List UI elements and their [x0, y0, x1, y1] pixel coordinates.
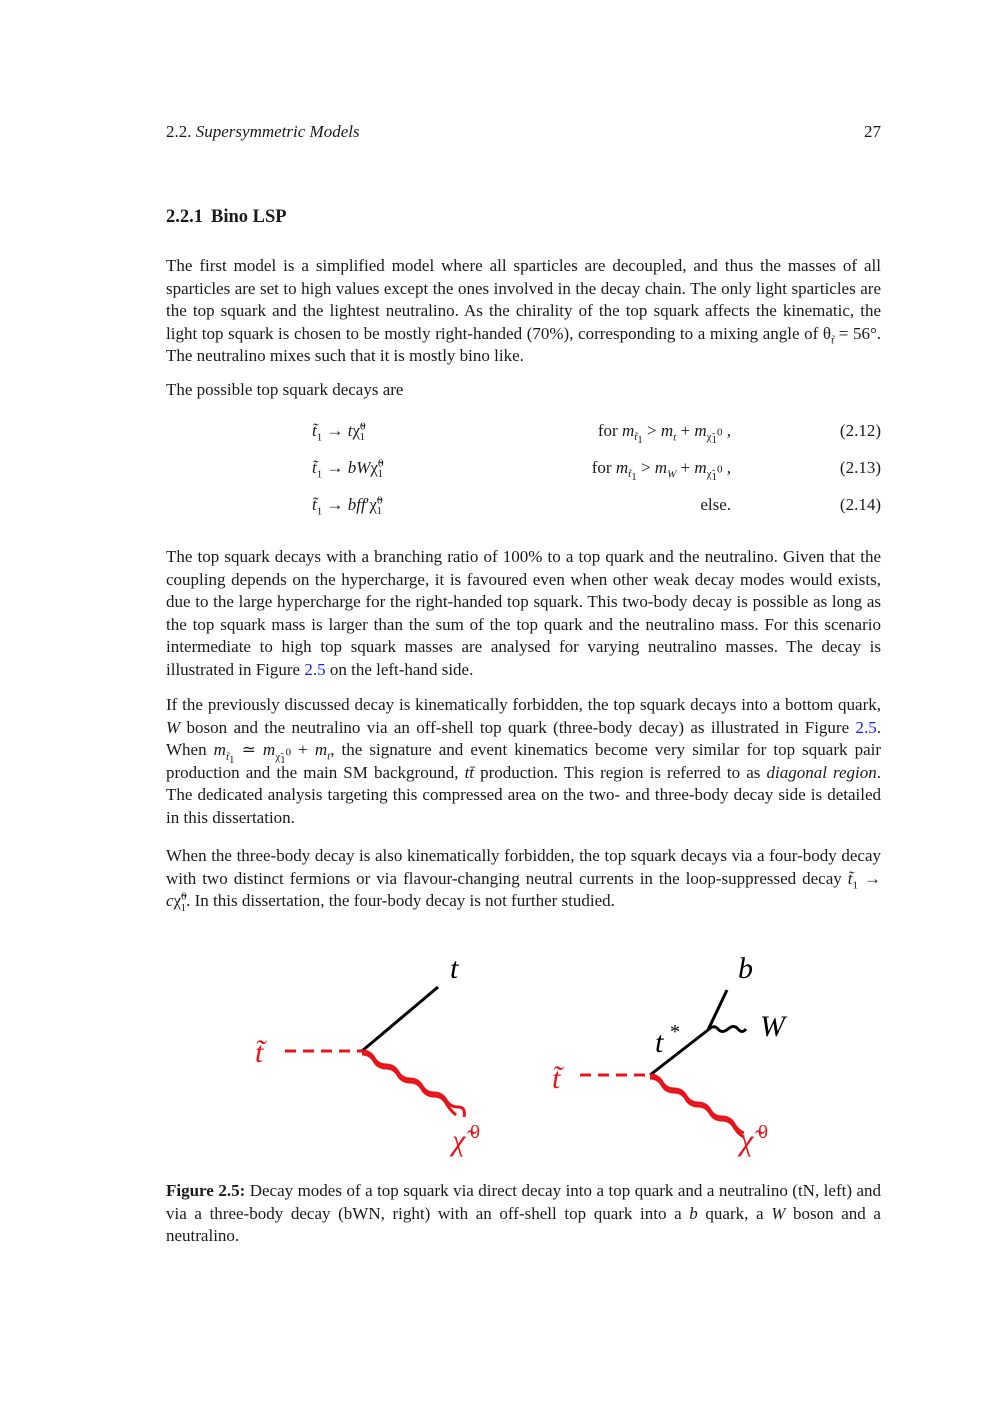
diagram-direct-decay	[255, 952, 480, 1157]
equation-condition: else.	[700, 495, 731, 514]
figure-link[interactable]: 2.5	[304, 659, 326, 679]
diagram-three-body-decay	[552, 952, 788, 1157]
equation-2-14	[166, 495, 881, 519]
section-number: 2.2.	[166, 122, 192, 141]
b-quark-label: b	[738, 952, 753, 985]
equation-lhs: $t̃_1$ → bff′χ̃$^0_1$	[312, 494, 383, 518]
offshell-top-label: t	[655, 1026, 664, 1059]
equation-number: (2.13)	[839, 458, 881, 477]
equation-lhs: $t̃_1$ → tχ̃$^0_1$	[312, 420, 366, 444]
subsection-number: 2.2.1	[166, 207, 203, 227]
paragraph-4: If the previously discussed decay is kinematically forbidden, the top squark decays into a bottom quark, W boson and the neutralino via an off-shell top quark (three-body decay) as illustrated in Figure 2.5. When $m_{t̃_1}$ ≃ $m_{\chĩ_1^0} + m_t$, the signature and event kinematics become very similar for top squark pair production and the main SM background, tt̄ production. This region is referred to as diagonal region. The dedicated analysis targeting this compressed area on the two- and three-body decay side is detailed in this dissertation.	[166, 695, 882, 827]
equation-condition: for $m_{t̃_1} > m_W + m_{\chĩ_1^0}$ ,	[591, 458, 731, 484]
neutralino-line	[650, 1075, 744, 1133]
equation-condition: for $m_{t̃_1} > m_t + m_{\chĩ_1^0}$ ,	[597, 421, 731, 447]
w-boson-line	[708, 1027, 746, 1032]
w-boson-label: W	[760, 1010, 785, 1043]
neutralino-sup: 0	[758, 1121, 768, 1143]
equation-number: (2.12)	[839, 421, 881, 440]
subsection-title	[166, 207, 287, 228]
running-head	[166, 122, 881, 142]
equation-number: (2.14)	[839, 495, 881, 514]
offshell-top-sup: *	[670, 1021, 680, 1043]
neutralino-label: χ̃	[740, 1124, 754, 1157]
top-label: t	[450, 952, 459, 985]
feynman-diagrams	[230, 940, 790, 1165]
caption-label: Figure 2.5:	[166, 1181, 246, 1200]
top-quark-line	[362, 987, 438, 1051]
paragraph-5: When the three-body decay is also kinematically forbidden, the top squark decays via a four-body decay with two distinct fermions or via flavour-changing neutral currents in the loop-suppressed decay $t̃_1$ → cχ̃$^0_1$. In this dissertation, the four-body decay is not further studied.	[166, 846, 881, 914]
figure-caption: Figure 2.5: Decay modes of a top squark via direct decay into a top quark and a neutralino (tN, left) and via a three-body decay (bWN, right) with an off-shell top quark into a b quark, a W boson and a neutralino.	[166, 1181, 881, 1246]
page-number: 27	[864, 122, 881, 141]
paragraph-2: The possible top squark decays are	[166, 380, 404, 399]
neutralino-label: χ̃	[452, 1124, 466, 1157]
paragraph-1: The first model is a simplified model where all sparticles are decoupled, and thus the masses of all sparticles are set to high values except the ones involved in the decay chain. The only light sparticles are the top squark and the lightest neutralino. As the chirality of the top squark affects the kinematic, the light top squark is chosen to be mostly right-handed (70%), corresponding to a mixing angle of $\theta_{t̃} = 56^\circ$. The neutralino mixes such that it is mostly bino like.	[166, 256, 881, 366]
stop-label: t̃	[552, 1062, 561, 1095]
equation-2-12	[166, 421, 881, 445]
bottom-quark-line	[708, 990, 727, 1030]
subsection-name: Bino LSP	[211, 207, 287, 227]
figure-link[interactable]: 2.5	[855, 717, 877, 737]
equation-2-13	[166, 458, 881, 482]
section-name: Supersymmetric Models	[195, 122, 360, 141]
stop-label: t̃	[255, 1036, 264, 1069]
neutralino-sup: 0	[470, 1121, 480, 1143]
equation-lhs: $t̃_1$ → bWχ̃$^0_1$	[312, 457, 384, 481]
paragraph-3: The top squark decays with a branching ratio of 100% to a top quark and the neutralino. Given that the coupling depends on the hypercharge, it is favoured even when other weak decay modes would exists, due to the large hypercharge for the right-handed top squark. This two-body decay is possible as long as the top squark mass is larger than the sum of the top quark and the neutralino mass. For this scenario intermediate to high top squark masses are analysed for varying neutralino masses. The decay is illustrated in Figure 2.5 on the left-hand side.	[166, 547, 881, 679]
